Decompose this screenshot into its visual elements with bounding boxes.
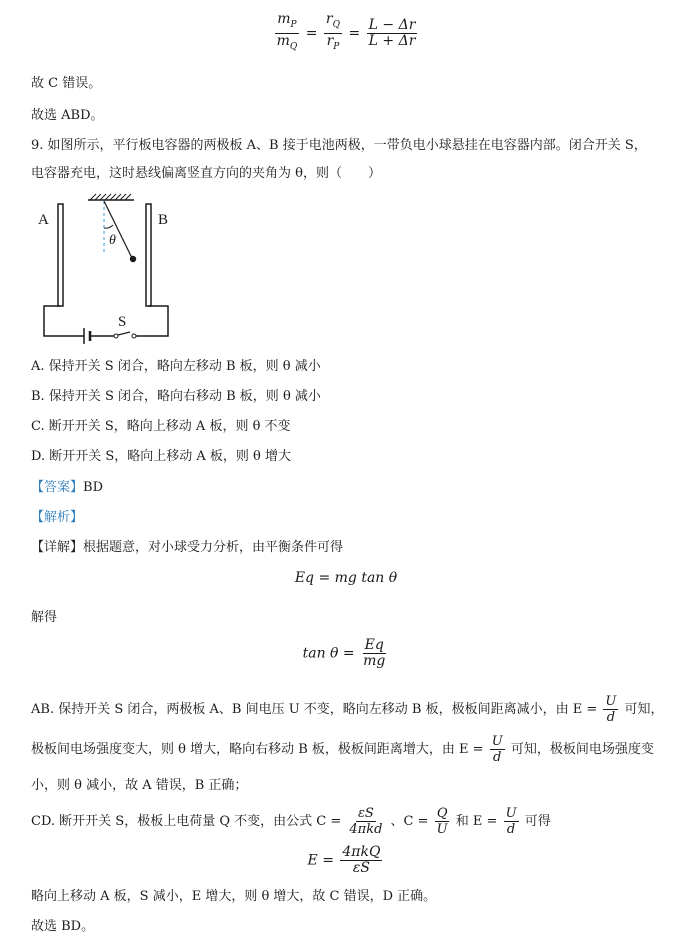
capacitor-circuit-figure <box>30 188 190 350</box>
ceiling-hatch <box>90 194 131 200</box>
fraction-q-u: $\frac{Q}{U}$ <box>436 806 448 837</box>
wire-left <box>44 306 84 336</box>
analysis-tag: 【解析】 <box>31 510 84 525</box>
cd-line: CD. 断开开关 S，极板上电荷量 Q 不变，由公式 C = $\frac{\varepsilon S}{\text{4πkd}}$ 、C = $\frac{Q}{U}$ 和 E = $\frac{U}{d}$ 可得 <box>31 806 551 837</box>
fraction-field: $\frac{\text{4πkQ}}{\varepsilon S}$ <box>342 844 381 876</box>
answer-tag: 【答案】 <box>31 480 84 495</box>
label-a: A <box>38 212 49 228</box>
solve-label: 解得 <box>31 610 58 625</box>
switch-lever <box>118 332 130 335</box>
plate-b <box>146 204 151 306</box>
option-d: D. 断开开关 S，略向上移动 A 板，则 θ 增大 <box>31 449 292 464</box>
equation-field: E = $\frac{\text{4πkQ}}{\varepsilon S}$ <box>307 844 381 876</box>
fraction-length: $\frac{L - \Delta r}{L + \Delta r}$ <box>368 16 416 49</box>
label-b: B <box>158 212 169 228</box>
charged-ball <box>130 256 136 262</box>
option-b: B. 保持开关 S 闭合，略向右移动 B 板，则 θ 减小 <box>31 389 321 404</box>
equation-balance: Eq = mg tan θ <box>294 570 398 586</box>
pendulum-string <box>104 201 132 258</box>
ab-line-3: 小，则 θ 减小，故 A 错误，B 正确； <box>31 778 248 793</box>
final-line: 略向上移动 A 板，S 减小，E 增大，则 θ 增大，故 C 错误，D 正确。 <box>31 889 437 904</box>
detail-text: 根据题意，对小球受力分析，由平衡条件可得 <box>83 540 344 555</box>
switch-contact-right <box>132 334 136 338</box>
angle-arc <box>104 225 113 228</box>
detail-tag: 【详解】 <box>31 540 84 555</box>
detail-line <box>31 539 343 557</box>
ab-line-1: AB. 保持开关 S 闭合，两极板 A、B 间电压 U 不变，略向左移动 B 板，极板间距离减小，由 E = $\frac{U}{d}$ 可知， <box>31 694 664 725</box>
fraction-eq-mg: $\frac{Eq}{mg}$ <box>363 637 386 669</box>
ab-line-2: 极板间电场强度变大，则 θ 增大，略向右移动 B 板，极板间距离增大，由 E = $\frac{U}{d}$ 可知，极板间电场强度变 <box>31 734 654 765</box>
conclusion-line: 故选 BD。 <box>31 919 95 934</box>
prev-line-c-wrong: 故 C 错误。 <box>31 76 102 91</box>
fraction-rq-rp: $\frac{r_Q}{r_P}$ <box>325 11 341 52</box>
wire-right <box>148 306 168 336</box>
label-theta: θ <box>109 233 116 248</box>
switch-contact-left <box>114 334 118 338</box>
fraction-u-d: $\frac{U}{d}$ <box>605 694 617 725</box>
answer-value: BD <box>83 480 103 495</box>
fraction-u-d-3: $\frac{U}{d}$ <box>505 806 517 837</box>
question-line-1: 9. 如图所示，平行板电容器的两极板 A、B 接于电池两极，一带负电小球悬挂在电容器内部。闭合开关 S， <box>31 138 647 153</box>
question-line-2: 电容器充电，这时悬线偏离竖直方向的夹角为 θ，则（ ） <box>31 166 381 181</box>
plate-a <box>58 204 63 306</box>
option-a: A. 保持开关 S 闭合，略向左移动 B 板，则 θ 减小 <box>31 359 321 374</box>
equation-tan: tan θ = $\frac{Eq}{mg}$ <box>302 637 386 669</box>
answer-line <box>31 479 103 497</box>
fraction-u-d-2: $\frac{U}{d}$ <box>491 734 503 765</box>
fraction-capacitance: $\frac{\varepsilon S}{\text{4πkd}}$ <box>349 806 383 837</box>
fraction-mp-mq: $\frac{m_P}{m_Q}$ <box>276 11 298 52</box>
label-s: S <box>118 314 127 330</box>
option-c: C. 断开开关 S，略向上移动 A 板，则 θ 不变 <box>31 419 291 434</box>
prev-line-conclusion: 故选 ABD。 <box>31 108 104 123</box>
equation-mass-ratio: $\frac{m_P}{m_Q}$ = $\frac{r_Q}{r_P}$ = $\frac{L - \Delta r}{L + \Delta r}$ <box>0 12 692 55</box>
